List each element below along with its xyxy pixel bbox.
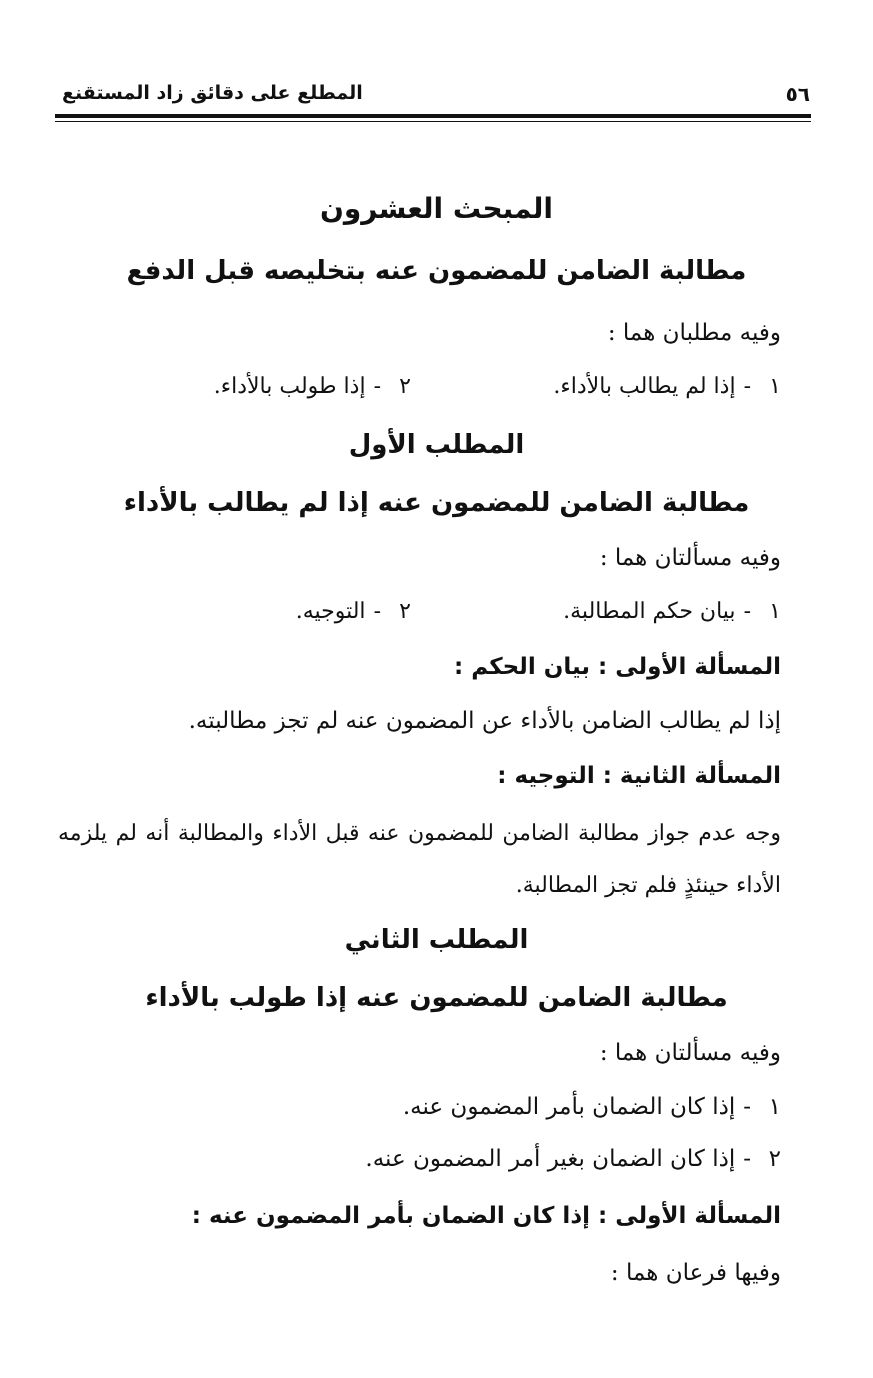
list-item: ٢-إذا طولب بالأداء. [213, 374, 411, 399]
section1-question2-title: المسألة الثانية : التوجيه : [497, 763, 781, 789]
list-item: ١-بيان حكم المطالبة. [563, 599, 781, 624]
section2-title: المطلب الثاني [344, 925, 529, 955]
section1-subtitle: مطالبة الضامن للمضمون عنه إذا لم يطالب بالأداء [123, 488, 750, 518]
section1-title: المطلب الأول [348, 430, 525, 460]
section1-question1-text: إذا لم يطالب الضامن بالأداء عن المضمون عنه لم تجز مطالبته. [188, 708, 781, 734]
chapter-intro-list [81, 374, 781, 408]
section2-intro: وفيه مسألتان هما : [599, 1040, 781, 1066]
page-number: ٥٦ [785, 82, 810, 106]
header-rule-thin [55, 121, 811, 122]
section1-list [81, 599, 781, 633]
section2-question1-title: المسألة الأولى : إذا كان الضمان بأمر المضمون عنه : [191, 1203, 781, 1229]
chapter-title: المبحث العشرون [319, 192, 553, 225]
section2-question1-intro: وفيها فرعان هما : [610, 1260, 781, 1286]
section1-question2-text: وجه عدم جواز مطالبة الضامن للمضمون عنه قبل الأداء والمطالبة أنه لم يلزمه الأداء حينئذٍ فلم تجز المطالبة. [58, 821, 781, 898]
list-item: ٢-التوجيه. [295, 599, 411, 624]
chapter-subtitle: مطالبة الضامن للمضمون عنه بتخليصه قبل الدفع [126, 256, 747, 286]
section1-question1-title: المسألة الأولى : بيان الحكم : [453, 654, 781, 680]
header-rule-thick [55, 114, 811, 118]
list-item: ١-إذا لم يطالب بالأداء. [553, 374, 781, 399]
list-item: ٢-إذا كان الضمان بغير أمر المضمون عنه. [365, 1146, 781, 1172]
running-header [62, 82, 810, 112]
list-item: ١-إذا كان الضمان بأمر المضمون عنه. [402, 1094, 781, 1120]
section1-intro: وفيه مسألتان هما : [599, 545, 781, 571]
book-title: المطلع على دقائق زاد المستقنع [62, 82, 363, 104]
chapter-intro: وفيه مطلبان هما : [607, 320, 781, 346]
section2-subtitle: مطالبة الضامن للمضمون عنه إذا طولب بالأداء [145, 983, 728, 1013]
